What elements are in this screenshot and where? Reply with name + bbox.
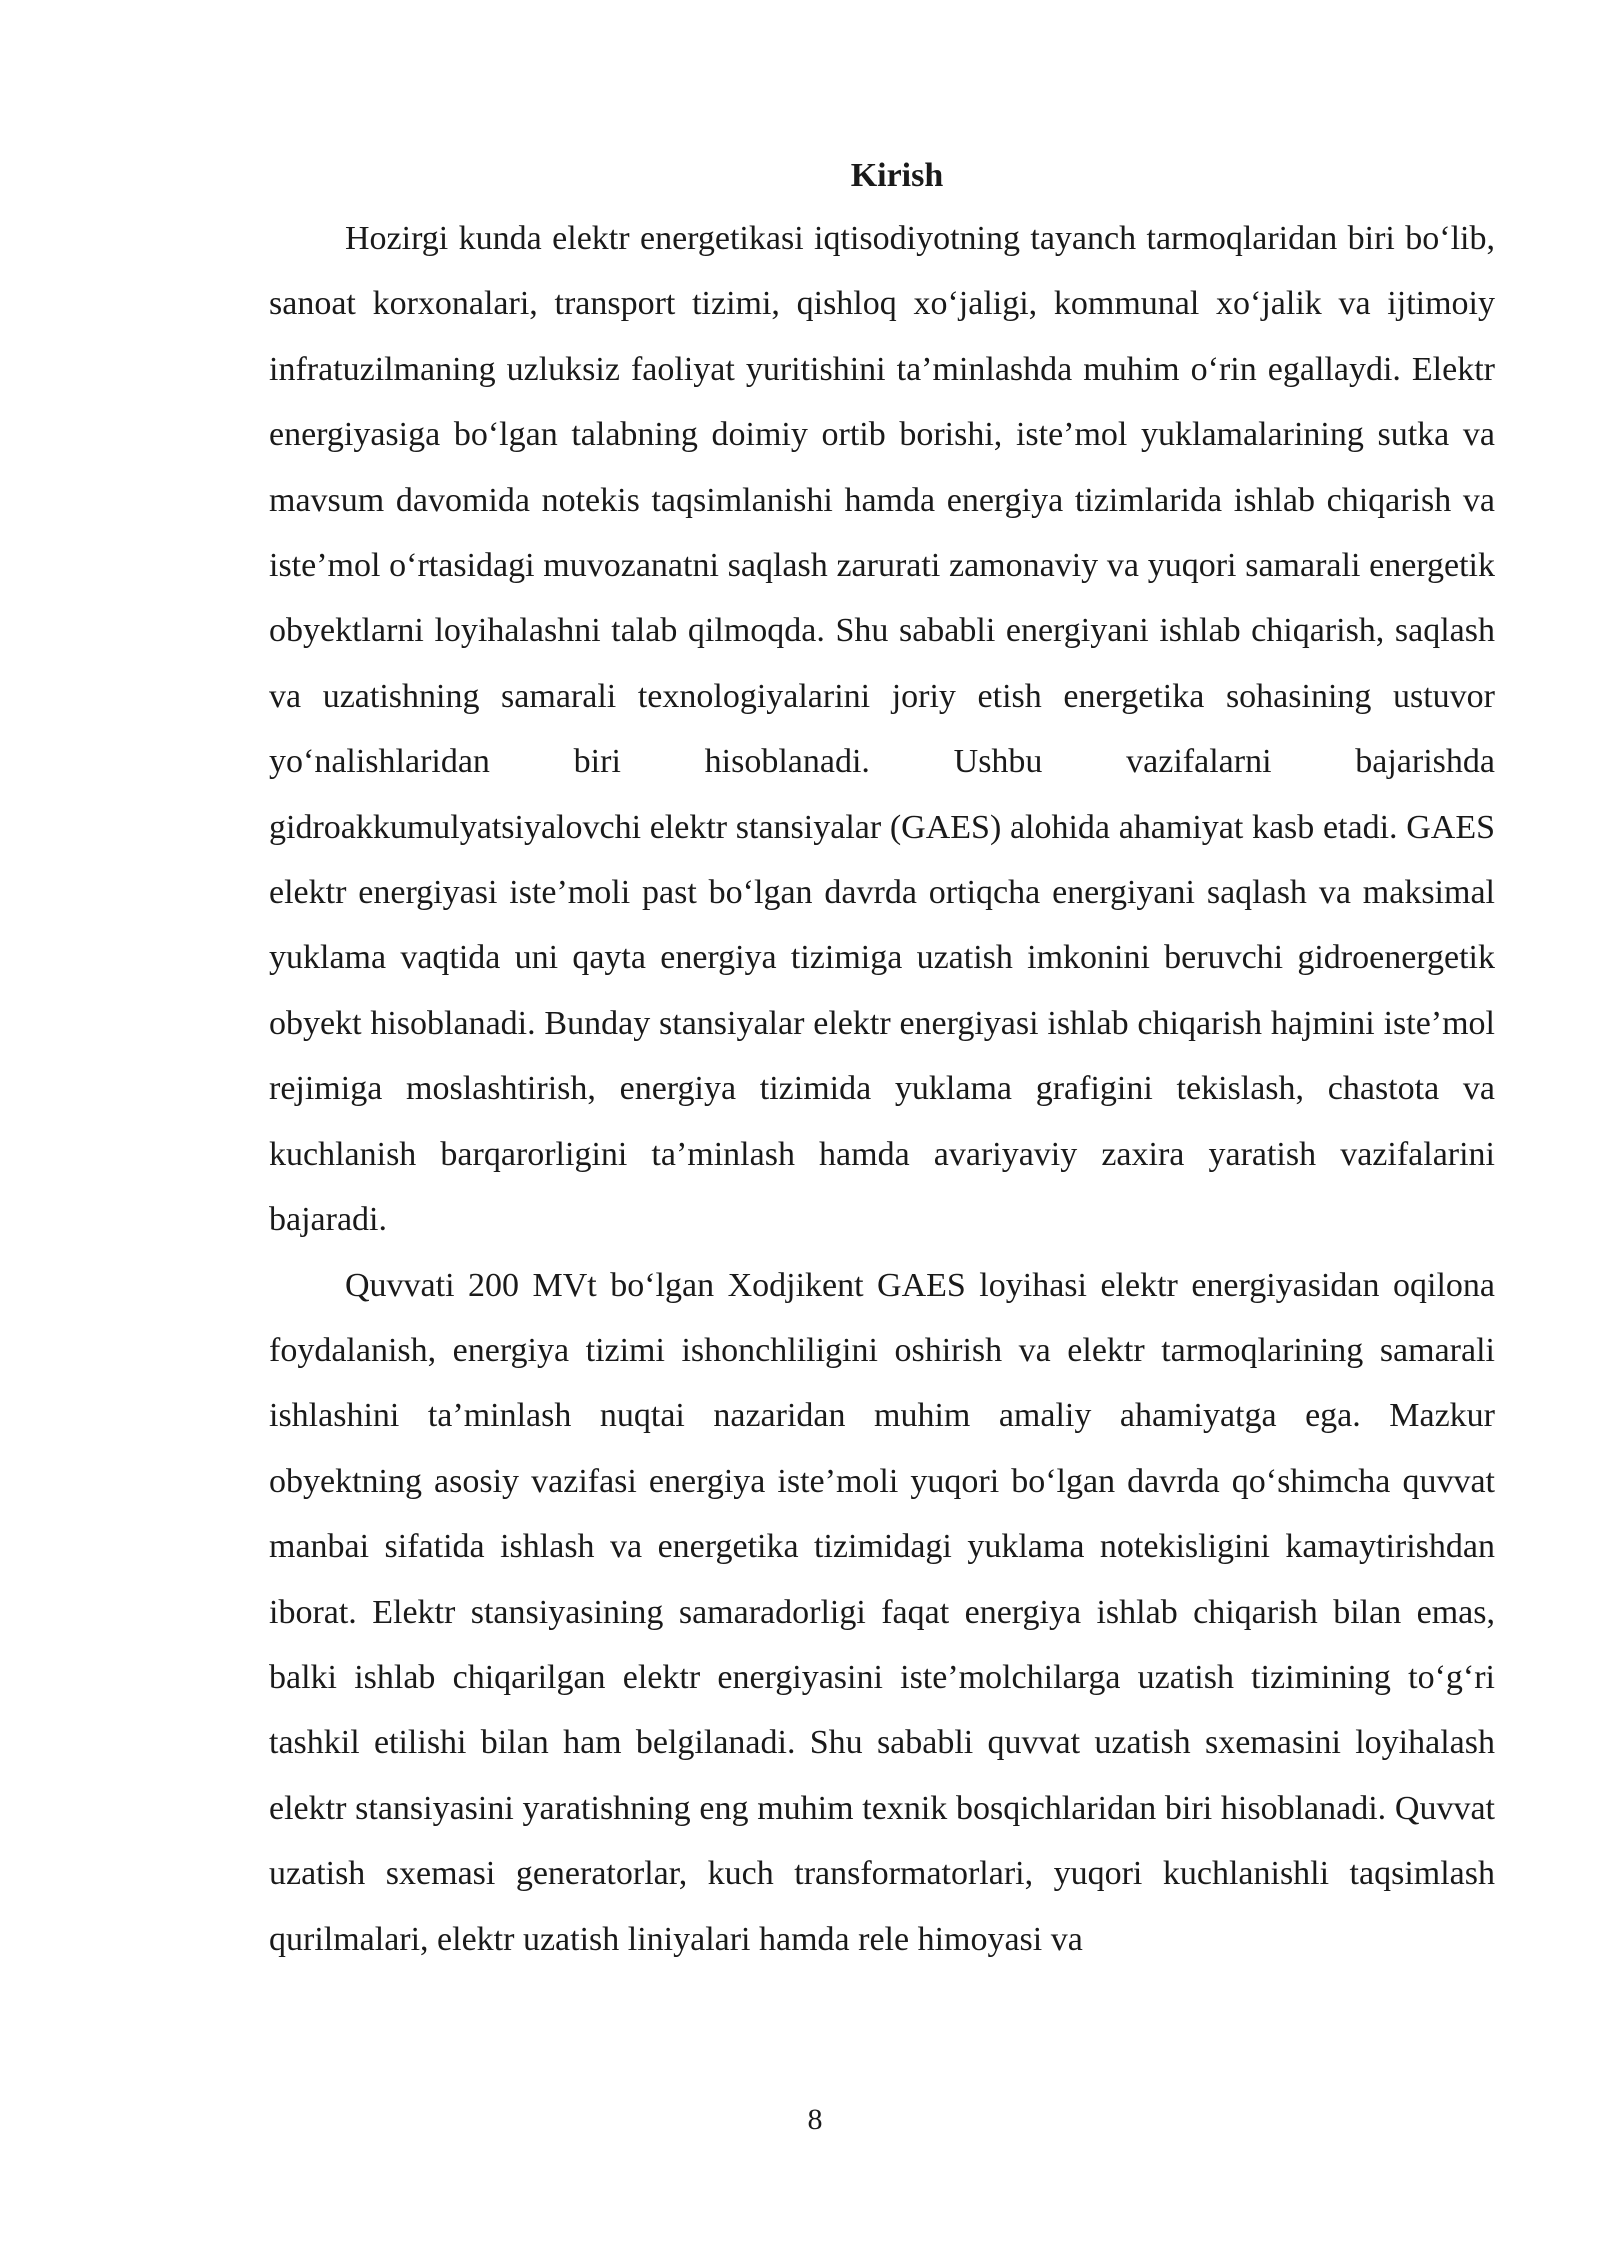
paragraph-1: Hozirgi kunda elektr energetikasi iqtisodiyotning tayanch tarmoqlaridan biri bo‘lib, sanoat korxonalari, transport tizimi, qishloq xo‘jaligi, kommunal xo‘jalik va ijtimoiy infratuzilmaning uzluksiz faoliyat yuritishini ta’minlashda muhim o‘rin egallaydi. Elektr energiyasiga bo‘lgan talabning doimiy ortib borishi, iste’mol yuklamalarining sutka va mavsum davomida notekis taqsimlanishi hamda energiya tizimlarida ishlab chiqarish va iste’mol o‘rtasidagi muvozanatni saqlash zarurati zamonaviy va yuqori samarali energetik obyektlarni loyihalashni talab qilmoqda. Shu sababli energiyani ishlab chiqarish, saqlash va uzatishning samarali texnologiyalarini joriy etish energetika sohasining ustuvor yo‘nalishlaridan biri hisoblanadi. Ushbu vazifalarni bajarishda gidroakkumulyatsiyalovchi elektr stansiyalar (GAES) alohida ahamiyat kasb etadi. GAES elektr energiyasi iste’moli past bo‘lgan davrda ortiqcha energiyani saqlash va maksimal yuklama vaqtida uni qayta energiya tizimiga uzatish imkonini beruvchi gidroenergetik obyekt hisoblanadi. Bunday stansiyalar elektr energiyasi ishlab chiqarish hajmini iste’mol rejimiga moslashtirish, energiya tizimida yuklama grafigini tekislash, chastota va kuchlanish barqarorligini ta’minlash hamda avariyaviy zaxira yaratish vazifalarini bajaradi. xyxy=(269,220,1495,1239)
page-number: 8 xyxy=(807,2103,823,2136)
page-content xyxy=(269,146,1495,1972)
paragraph-2: Quvvati 200 MVt bo‘lgan Xodjikent GAES loyihasi elektr energiyasidan oqilona foydalanish, energiya tizimi ishonchliligini oshirish va elektr tarmoqlarining samarali ishlashini ta’minlash nuqtai nazaridan muhim amaliy ahamiyatga ega. Mazkur obyektning asosiy vazifasi energiya iste’moli yuqori bo‘lgan davrda qo‘shimcha quvvat manbai sifatida ishlash va energetika tizimidagi yuklama notekisligini kamaytirishdan iborat. Elektr stansiyasining samaradorligi faqat energiya ishlab chiqarish bilan emas, balki ishlab chiqarilgan elektr energiyasini iste’molchilarga uzatish tizimining to‘g‘ri tashkil etilishi bilan ham belgilanadi. Shu sababli quvvat uzatish sxemasini loyihalash elektr stansiyasini yaratishning eng muhim texnik bosqichlaridan biri hisoblanadi. Quvvat uzatish sxemasi generatorlar, kuch transformatorlari, yuqori kuchlanishli taqsimlash qurilmalari, elektr uzatish liniyalari hamda rele himoyasi va xyxy=(269,1266,1495,1958)
section-title: Kirish xyxy=(850,157,944,194)
